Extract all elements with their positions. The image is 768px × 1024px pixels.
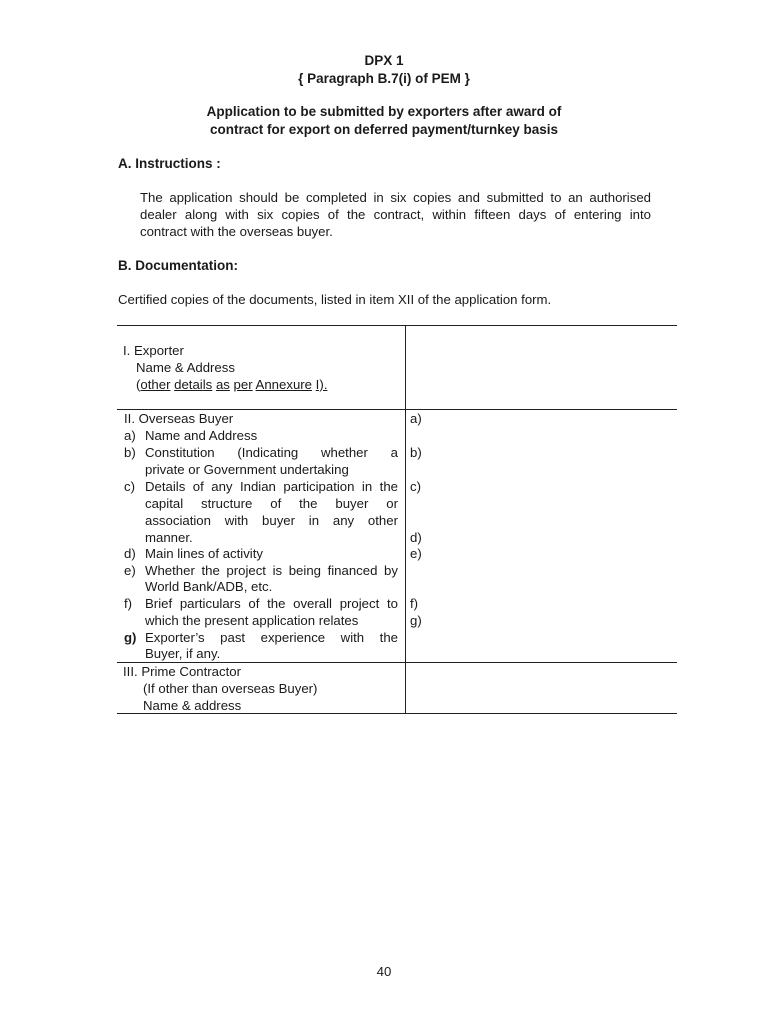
title-line-2: contract for export on deferred payment/turnkey basis [209,122,559,137]
buyer-item-c-cont-3: manner. [145,530,193,545]
buyer-item-f: f) Brief particulars of the overall project to [124,596,398,611]
prime-contractor-name-address: Name & address [143,698,242,713]
instructions-line-2: dealer along with six copies of the contract, within fifteen days of entering into [140,207,651,222]
buyer-item-g: g) Exporter’s past experience with the [124,630,398,645]
title-line-1: Application to be submitted by exporters after award of [206,104,562,119]
overseas-buyer-title: II. Overseas Buyer [124,411,234,426]
buyer-item-b: b) Constitution (Indicating whether a [124,445,398,460]
instructions-heading: A. Instructions : [118,156,221,171]
page-number: 40 [376,964,392,979]
prime-contractor-title: III. Prime Contractor [123,664,241,679]
instructions-line-1: The application should be completed in six copies and submitted to an authorised [140,190,651,205]
table-column-divider [405,325,406,714]
documentation-heading: B. Documentation: [118,258,238,273]
instructions-line-3: contract with the overseas buyer. [140,224,333,239]
buyer-item-c-cont-2: association with buyer in any other [145,513,398,528]
form-code: DPX 1 [364,53,404,68]
exporter-title: I. Exporter [123,343,184,358]
answer-marker-g: g) [410,613,422,628]
buyer-item-a: a) Name and Address [124,428,258,443]
paragraph-reference: { Paragraph B.7(i) of PEM } [298,71,470,86]
table-top-border [117,325,677,326]
exporter-name-address: Name & Address [136,360,235,375]
buyer-item-c-cont-1: capital structure of the buyer or [145,496,398,511]
answer-marker-b: b) [410,445,422,460]
buyer-item-g-cont: Buyer, if any. [145,646,221,661]
prime-contractor-note: (If other than overseas Buyer) [143,681,318,696]
answer-marker-e: e) [410,546,422,561]
documentation-text: Certified copies of the documents, listed in item XII of the application form. [118,292,552,307]
answer-marker-f: f) [410,596,419,611]
buyer-item-f-cont: which the present application relates [145,613,359,628]
answer-marker-d: d) [410,530,422,545]
buyer-item-d: d) Main lines of activity [124,546,263,561]
exporter-annexure-note: (other details as per Annexure I). [136,377,328,392]
buyer-item-e: e) Whether the project is being financed by [124,563,398,578]
buyer-item-e-cont: World Bank/ADB, etc. [145,579,273,594]
buyer-item-b-cont: private or Government undertaking [145,462,349,477]
answer-marker-a: a) [410,411,422,426]
buyer-item-c: c) Details of any Indian participation in the [124,479,398,494]
answer-marker-c: c) [410,479,421,494]
